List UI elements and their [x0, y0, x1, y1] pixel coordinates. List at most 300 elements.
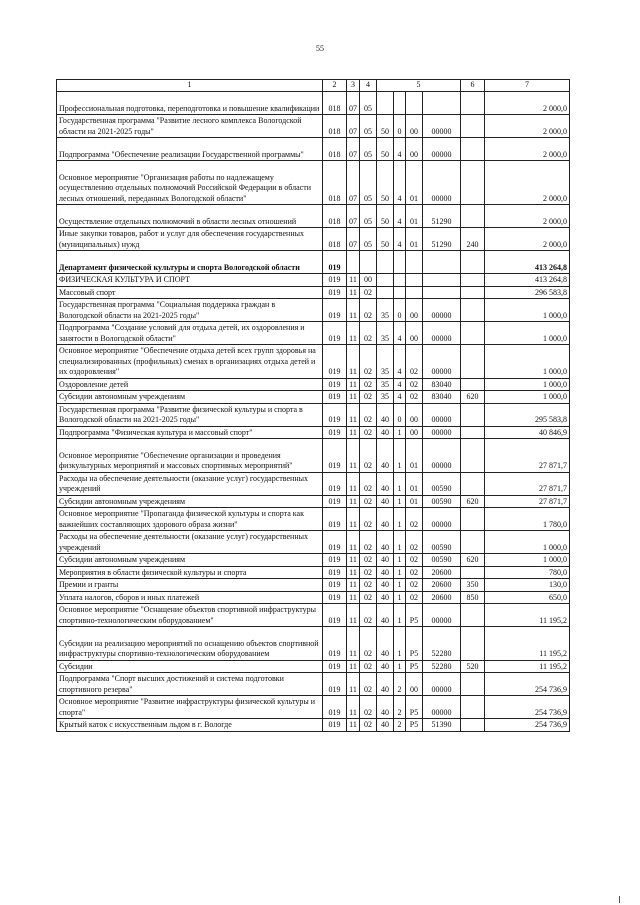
row-name: Субсидии автономным учреждениям: [57, 391, 323, 404]
code-gr: 018: [323, 115, 347, 138]
code-event: 02: [406, 566, 423, 579]
code-vr: [461, 345, 485, 379]
code-program: 35: [377, 391, 394, 404]
code-event: 01: [406, 439, 423, 473]
code-subprogram: 1: [394, 566, 406, 579]
code-pr: 02: [360, 426, 377, 439]
row-name: Подпрограмма "Обеспечение реализации Государственной программы": [57, 138, 323, 161]
code-gr: 018: [323, 138, 347, 161]
code-rz: 11: [347, 286, 360, 299]
code-direction: [423, 274, 461, 287]
code-program: 50: [377, 205, 394, 228]
amount: 1 000,0: [485, 322, 570, 345]
amount: 1 000,0: [485, 554, 570, 567]
code-program: [377, 274, 394, 287]
code-direction: 51290: [423, 205, 461, 228]
code-subprogram: 1: [394, 495, 406, 508]
code-subprogram: 1: [394, 508, 406, 531]
row-name: Основное мероприятие "Обеспечение отдыха детей всех групп здоровья на специализированных (профильных) сменах в организациях отдыха детей и их оздоровления": [57, 345, 323, 379]
row-name: Мероприятия в области физической культуры и спорта: [57, 566, 323, 579]
code-subprogram: 1: [394, 472, 406, 495]
header-cell: 7: [485, 80, 570, 92]
row-name: Расходы на обеспечение деятельности (оказание услуг) государственных учреждений: [57, 472, 323, 495]
header-cell: 5: [377, 80, 461, 92]
code-gr: 019: [323, 554, 347, 567]
table-row: [57, 138, 570, 161]
code-gr: 019: [323, 251, 347, 274]
code-subprogram: 4: [394, 205, 406, 228]
code-gr: 019: [323, 439, 347, 473]
code-direction: 51290: [423, 228, 461, 251]
code-gr: 019: [323, 299, 347, 322]
code-vr: 620: [461, 391, 485, 404]
code-direction: [423, 251, 461, 274]
code-rz: 11: [347, 554, 360, 567]
code-gr: 019: [323, 378, 347, 391]
code-program: 35: [377, 299, 394, 322]
code-direction: 00000: [423, 439, 461, 473]
code-gr: 019: [323, 531, 347, 554]
table-row: [57, 403, 570, 426]
code-vr: [461, 531, 485, 554]
code-event: 00: [406, 138, 423, 161]
row-name: Государственная программа "Развитие лесного комплекса Вологодской области на 2021-2025 годы": [57, 115, 323, 138]
table-row: [57, 274, 570, 287]
code-pr: 02: [360, 495, 377, 508]
code-rz: 07: [347, 205, 360, 228]
code-direction: 00000: [423, 115, 461, 138]
code-subprogram: 4: [394, 161, 406, 205]
code-pr: 02: [360, 378, 377, 391]
code-rz: 11: [347, 426, 360, 439]
row-name: Оздоровление детей: [57, 378, 323, 391]
code-gr: 018: [323, 205, 347, 228]
table-row: [57, 627, 570, 661]
amount: 254 736,9: [485, 719, 570, 732]
table-row: [57, 251, 570, 274]
amount: 780,0: [485, 566, 570, 579]
code-rz: 07: [347, 115, 360, 138]
code-gr: 019: [323, 508, 347, 531]
code-direction: 00000: [423, 345, 461, 379]
code-program: [377, 92, 394, 115]
code-program: [377, 286, 394, 299]
code-subprogram: 4: [394, 138, 406, 161]
amount: 1 000,0: [485, 391, 570, 404]
code-vr: [461, 673, 485, 696]
code-pr: 05: [360, 228, 377, 251]
code-vr: [461, 403, 485, 426]
code-event: P5: [406, 660, 423, 673]
table-row: [57, 531, 570, 554]
code-gr: 019: [323, 719, 347, 732]
code-subprogram: 1: [394, 439, 406, 473]
code-direction: 00000: [423, 508, 461, 531]
code-vr: [461, 251, 485, 274]
code-rz: 11: [347, 345, 360, 379]
code-vr: [461, 719, 485, 732]
code-event: 01: [406, 472, 423, 495]
code-program: 40: [377, 673, 394, 696]
table-row: [57, 579, 570, 592]
code-gr: 019: [323, 566, 347, 579]
row-name: Подпрограмма "Спорт высших достижений и система подготовки спортивного резерва": [57, 673, 323, 696]
code-event: 02: [406, 508, 423, 531]
code-subprogram: 4: [394, 322, 406, 345]
code-gr: 019: [323, 495, 347, 508]
code-rz: [347, 251, 360, 274]
code-direction: 20600: [423, 566, 461, 579]
code-pr: 02: [360, 566, 377, 579]
code-program: 40: [377, 508, 394, 531]
code-direction: 00000: [423, 299, 461, 322]
code-event: 00: [406, 322, 423, 345]
code-rz: 11: [347, 591, 360, 604]
code-direction: 52280: [423, 660, 461, 673]
code-pr: 02: [360, 554, 377, 567]
code-vr: [461, 115, 485, 138]
table-row: [57, 161, 570, 205]
code-subprogram: 1: [394, 604, 406, 627]
row-name: Профессиональная подготовка, переподготовка и повышение квалификации: [57, 92, 323, 115]
code-event: 02: [406, 345, 423, 379]
header-cell: 1: [57, 80, 323, 92]
code-subprogram: 0: [394, 403, 406, 426]
code-rz: 07: [347, 138, 360, 161]
code-program: 40: [377, 531, 394, 554]
row-name: Основное мероприятие "Пропаганда физической культуры и спорта как важнейших составляющих здорового образа жизни": [57, 508, 323, 531]
code-pr: 02: [360, 299, 377, 322]
code-vr: [461, 604, 485, 627]
amount: 413 264,8: [485, 251, 570, 274]
row-name: Подпрограмма "Создание условий для отдыха детей, их оздоровления и занятости в Вологодской области": [57, 322, 323, 345]
code-subprogram: 4: [394, 378, 406, 391]
code-pr: 02: [360, 472, 377, 495]
amount: 130,0: [485, 579, 570, 592]
code-rz: 11: [347, 531, 360, 554]
code-program: 40: [377, 579, 394, 592]
code-direction: 00590: [423, 531, 461, 554]
amount: 2 000,0: [485, 115, 570, 138]
code-gr: 019: [323, 591, 347, 604]
table-row: [57, 554, 570, 567]
code-pr: 02: [360, 345, 377, 379]
code-event: 00: [406, 426, 423, 439]
code-rz: 07: [347, 161, 360, 205]
code-program: 40: [377, 591, 394, 604]
code-program: 40: [377, 566, 394, 579]
amount: 27 871,7: [485, 439, 570, 473]
amount: 650,0: [485, 591, 570, 604]
code-rz: 11: [347, 673, 360, 696]
code-vr: [461, 378, 485, 391]
code-event: [406, 92, 423, 115]
table-row: [57, 439, 570, 473]
amount: 27 871,7: [485, 495, 570, 508]
table-row: [57, 115, 570, 138]
code-pr: 02: [360, 591, 377, 604]
code-gr: 019: [323, 322, 347, 345]
code-program: 35: [377, 378, 394, 391]
table-row: [57, 345, 570, 379]
code-pr: 02: [360, 604, 377, 627]
code-program: 50: [377, 115, 394, 138]
code-program: 40: [377, 403, 394, 426]
row-name: Осуществление отдельных полномочий в области лесных отношений: [57, 205, 323, 228]
row-name: Основное мероприятие "Оснащение объектов спортивной инфраструктуры спортивно-технологическим оборудованием": [57, 604, 323, 627]
code-program: [377, 251, 394, 274]
code-subprogram: 2: [394, 696, 406, 719]
code-event: 02: [406, 531, 423, 554]
amount: 254 736,9: [485, 696, 570, 719]
table-body: [57, 80, 570, 732]
code-rz: 11: [347, 660, 360, 673]
code-gr: 019: [323, 472, 347, 495]
code-event: P5: [406, 696, 423, 719]
code-direction: 00000: [423, 696, 461, 719]
code-program: 40: [377, 696, 394, 719]
code-vr: [461, 274, 485, 287]
code-subprogram: 1: [394, 660, 406, 673]
row-name: ФИЗИЧЕСКАЯ КУЛЬТУРА И СПОРТ: [57, 274, 323, 287]
code-rz: 07: [347, 228, 360, 251]
code-vr: [461, 161, 485, 205]
code-gr: 018: [323, 161, 347, 205]
code-vr: [461, 322, 485, 345]
code-pr: 02: [360, 439, 377, 473]
code-direction: 20600: [423, 591, 461, 604]
row-name: Премии и гранты: [57, 579, 323, 592]
table-header-row: [57, 80, 570, 92]
code-event: 00: [406, 115, 423, 138]
code-direction: 00000: [423, 673, 461, 696]
code-pr: 02: [360, 719, 377, 732]
amount: 1 000,0: [485, 299, 570, 322]
code-vr: [461, 566, 485, 579]
code-rz: 11: [347, 391, 360, 404]
code-vr: [461, 92, 485, 115]
code-subprogram: 2: [394, 673, 406, 696]
code-event: 01: [406, 228, 423, 251]
code-direction: 51390: [423, 719, 461, 732]
code-pr: 02: [360, 403, 377, 426]
code-gr: 018: [323, 92, 347, 115]
code-gr: 019: [323, 627, 347, 661]
code-subprogram: 4: [394, 228, 406, 251]
code-direction: [423, 286, 461, 299]
table-row: [57, 205, 570, 228]
code-program: 40: [377, 660, 394, 673]
header-cell: 2: [323, 80, 347, 92]
code-event: 01: [406, 161, 423, 205]
code-subprogram: 1: [394, 554, 406, 567]
code-event: 01: [406, 495, 423, 508]
code-event: [406, 286, 423, 299]
code-rz: 11: [347, 472, 360, 495]
code-subprogram: 1: [394, 426, 406, 439]
code-subprogram: 0: [394, 299, 406, 322]
code-direction: [423, 92, 461, 115]
code-subprogram: 1: [394, 531, 406, 554]
code-rz: 11: [347, 627, 360, 661]
code-direction: 00000: [423, 604, 461, 627]
code-rz: 11: [347, 322, 360, 345]
code-vr: [461, 508, 485, 531]
code-subprogram: [394, 274, 406, 287]
code-vr: 240: [461, 228, 485, 251]
code-gr: 018: [323, 228, 347, 251]
code-vr: 850: [461, 591, 485, 604]
table-row: [57, 660, 570, 673]
code-rz: 11: [347, 508, 360, 531]
table-row: [57, 391, 570, 404]
row-name: Уплата налогов, сборов и иных платежей: [57, 591, 323, 604]
code-event: [406, 274, 423, 287]
code-pr: 02: [360, 286, 377, 299]
code-program: 35: [377, 345, 394, 379]
code-direction: 20600: [423, 579, 461, 592]
code-gr: 019: [323, 660, 347, 673]
code-direction: 00000: [423, 322, 461, 345]
code-pr: 02: [360, 673, 377, 696]
row-name: Массовый спорт: [57, 286, 323, 299]
code-pr: 05: [360, 161, 377, 205]
page-number: 55: [316, 44, 324, 53]
code-gr: 019: [323, 274, 347, 287]
table-row: [57, 286, 570, 299]
amount: 296 583,8: [485, 286, 570, 299]
amount: 2 000,0: [485, 161, 570, 205]
table-row: [57, 299, 570, 322]
code-pr: 05: [360, 92, 377, 115]
code-gr: 019: [323, 673, 347, 696]
amount: 1 000,0: [485, 378, 570, 391]
table-row: [57, 604, 570, 627]
amount: 40 846,9: [485, 426, 570, 439]
table-row: [57, 426, 570, 439]
code-rz: 11: [347, 579, 360, 592]
table-row: [57, 566, 570, 579]
code-pr: 02: [360, 579, 377, 592]
code-vr: [461, 286, 485, 299]
header-cell: 6: [461, 80, 485, 92]
code-event: 00: [406, 299, 423, 322]
code-program: 40: [377, 495, 394, 508]
row-name: Расходы на обеспечение деятельности (оказание услуг) государственных учреждений: [57, 531, 323, 554]
code-gr: 019: [323, 426, 347, 439]
row-name: Крытый каток с искусственным льдом в г. Вологде: [57, 719, 323, 732]
amount: 1 000,0: [485, 345, 570, 379]
code-pr: 05: [360, 205, 377, 228]
code-pr: 05: [360, 138, 377, 161]
code-event: 00: [406, 673, 423, 696]
code-direction: 83040: [423, 378, 461, 391]
code-rz: 11: [347, 495, 360, 508]
code-event: 02: [406, 378, 423, 391]
code-vr: [461, 472, 485, 495]
row-name: Субсидии автономным учреждениям: [57, 554, 323, 567]
code-event: 01: [406, 205, 423, 228]
code-program: 40: [377, 719, 394, 732]
code-rz: 11: [347, 719, 360, 732]
code-vr: [461, 696, 485, 719]
code-event: 02: [406, 554, 423, 567]
code-subprogram: [394, 251, 406, 274]
row-name: Субсидии: [57, 660, 323, 673]
budget-table: [56, 79, 570, 732]
code-direction: 00000: [423, 403, 461, 426]
amount: 1 780,0: [485, 508, 570, 531]
table-row: [57, 378, 570, 391]
table-row: [57, 92, 570, 115]
code-pr: 02: [360, 627, 377, 661]
row-name: Государственная программа "Развитие физической культуры и спорта в Вологодской области на 2021-2025 годы": [57, 403, 323, 426]
code-pr: 02: [360, 660, 377, 673]
code-event: 02: [406, 591, 423, 604]
code-rz: 11: [347, 439, 360, 473]
code-program: 40: [377, 472, 394, 495]
amount: 2 000,0: [485, 205, 570, 228]
table-row: [57, 228, 570, 251]
code-program: 35: [377, 322, 394, 345]
code-direction: 00590: [423, 554, 461, 567]
code-program: 40: [377, 439, 394, 473]
code-subprogram: [394, 92, 406, 115]
table-row: [57, 495, 570, 508]
row-name: Иные закупки товаров, работ и услуг для обеспечения государственных (муниципальных) нужд: [57, 228, 323, 251]
header-cell: 4: [360, 80, 377, 92]
code-direction: 00000: [423, 426, 461, 439]
code-program: 40: [377, 627, 394, 661]
code-program: 40: [377, 604, 394, 627]
amount: 295 583,8: [485, 403, 570, 426]
code-rz: 11: [347, 566, 360, 579]
code-pr: 00: [360, 274, 377, 287]
code-subprogram: 1: [394, 627, 406, 661]
page-edge-mark: [619, 896, 620, 903]
code-event: 00: [406, 403, 423, 426]
code-pr: 02: [360, 696, 377, 719]
code-vr: 350: [461, 579, 485, 592]
code-gr: 019: [323, 604, 347, 627]
code-direction: 00000: [423, 138, 461, 161]
row-name: Основное мероприятие "Обеспечение организации и проведения физкультурных мероприятий и массовых спортивных мероприятий": [57, 439, 323, 473]
code-program: 50: [377, 228, 394, 251]
code-event: P5: [406, 627, 423, 661]
code-vr: [461, 426, 485, 439]
table-row: [57, 719, 570, 732]
code-vr: [461, 299, 485, 322]
amount: 11 195,2: [485, 660, 570, 673]
code-pr: 05: [360, 115, 377, 138]
amount: 11 195,2: [485, 627, 570, 661]
header-cell: 3: [347, 80, 360, 92]
code-gr: 019: [323, 345, 347, 379]
code-vr: 620: [461, 554, 485, 567]
code-program: 50: [377, 138, 394, 161]
row-name: Государственная программа "Социальная поддержка граждан в Вологодской области на 2021-2025 годы": [57, 299, 323, 322]
amount: 2 000,0: [485, 92, 570, 115]
amount: 1 000,0: [485, 531, 570, 554]
code-event: P5: [406, 604, 423, 627]
amount: 254 736,9: [485, 673, 570, 696]
amount: 11 195,2: [485, 604, 570, 627]
amount: 2 000,0: [485, 138, 570, 161]
code-vr: [461, 205, 485, 228]
code-rz: 11: [347, 378, 360, 391]
code-program: 40: [377, 426, 394, 439]
code-subprogram: 4: [394, 391, 406, 404]
